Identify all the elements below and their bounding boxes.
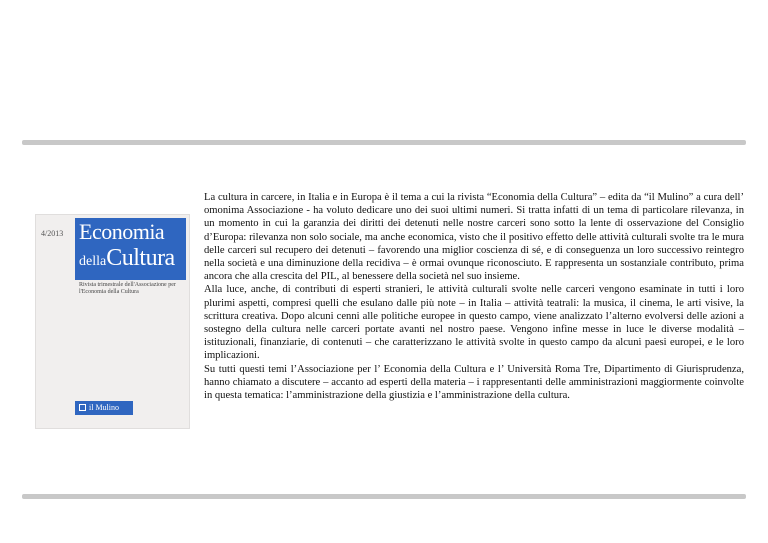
cover-title-line2	[79, 245, 175, 272]
magazine-cover	[35, 214, 190, 429]
cover-publisher-name: il Mulino	[89, 403, 120, 412]
publisher-logo-icon	[79, 404, 86, 411]
article-paragraph: La cultura in carcere, in Italia e in Europa è il tema a cui la rivista “Economia della Cultura” – edita da “il Mulino” a cura dell’ omonima Associazione - ha voluto dedicare uno dei suoi ultimi numeri. Si tratta infatti di un tema di particolare rilevanza, in un momento in cui la garanzia dei diritti dei detenuti nelle nostre carceri sono sotto la lente di osservazione del Consiglio d’Europa: rilevanza non solo sociale, ma anche economica, visto che il positivo effetto delle attività culturali svolte tra le mura delle carceri sul recupero dei detenuti – favorendo una miglior coscienza di sé, e di conseguenza un loro successivo reintegro nella società e una diminuzione della recidiva – è ormai ovunque riconosciuto. E rappresenta un sostanziale contributo, prima ancora che alla crescita del PIL, al benessere della società nel suo insieme.	[204, 192, 744, 283]
article-paragraph: Su tutti questi temi l’Associazione per l’ Economia della Cultura e l’ Università Roma Tre, Dipartimento di Giurisprudenza, hanno chiamato a discutere – accanto ad esperti della materia – i rappresentanti delle amministrazioni maggiormente coinvolte in questa tematica: l’amministrazione della giustizia e l’amministrazione della cultura.	[204, 363, 744, 402]
cover-issue-number: 4/2013	[41, 229, 64, 238]
article-paragraph: Alla luce, anche, di contributi di esperti stranieri, le attività culturali svolte nelle carceri vengono esaminate in tutti i loro plurimi aspetti, compresi quelli che esulano dalle più note – in Italia – attività teatrali: la musica, il cinema, le arti visive, la scrittura creativa. Dopo alcuni cenni alle politiche europee in questo campo, viene analizzato l’alterno evolversi delle azioni a sostegno della cultura nelle carceri portate avanti nel nostro paese. Vengono infine messe in luce le diverse modalità – istituzionali, finanziarie, di contenuti – che caratterizzano le attività svolte in questo campo da alcuni paesi europei, e le loro implicazioni.	[204, 284, 744, 362]
cover-publisher-badge	[75, 401, 133, 415]
article-body	[204, 191, 744, 402]
cover-title-block	[75, 218, 186, 280]
cover-subtitle: Rivista trimestrale dell'Associazione per l'Economia della Cultura	[79, 282, 176, 295]
top-divider	[22, 140, 746, 145]
bottom-divider	[22, 494, 746, 499]
cover-title-cultura: Cultura	[106, 245, 175, 271]
cover-title-line1: Economia	[79, 219, 165, 244]
cover-title-della: della	[79, 254, 107, 269]
